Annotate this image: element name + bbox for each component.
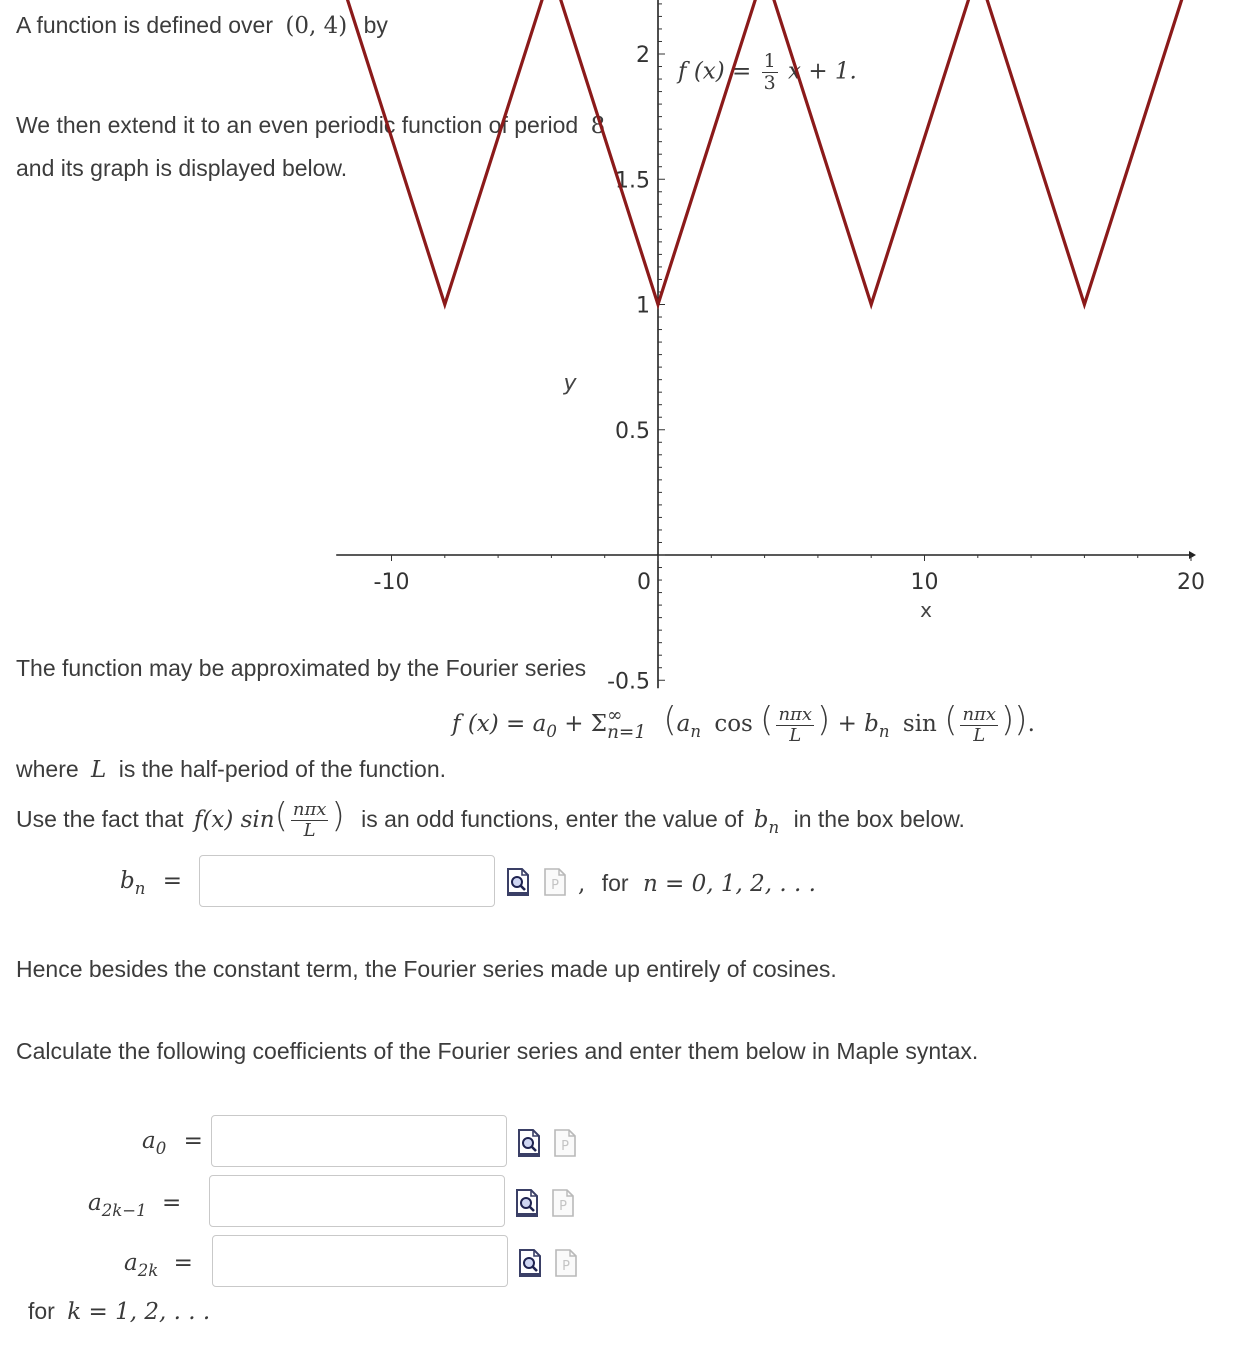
where-L: L [91,757,107,783]
fdef-fraction [762,52,778,93]
intro-text: A function is defined over [16,12,273,38]
period-text: We then extend it to an even periodic function of period [16,112,579,138]
where-line [16,756,446,783]
a2k-equals: = [173,1250,193,1276]
bn-input[interactable] [199,855,495,907]
sum-upper: ∞ [607,705,623,727]
bn-symbol-sub: n [768,817,780,837]
fdef-denominator: 3 [763,72,776,94]
x-tick-label: 10 [910,570,939,595]
fdef-lhs: f (x) = [678,58,752,85]
a2k-input[interactable] [212,1235,508,1287]
by-text: by [363,12,388,38]
svg-text:P: P [561,1139,569,1154]
q1-frac-num: nπx [292,799,327,821]
y-tick-label: 1 [636,293,650,319]
preview-icon[interactable] [506,867,530,897]
box-below-text: in the box below. [793,806,965,832]
cos-function: cos [714,711,753,737]
function-definition [678,52,857,93]
svg-text:P: P [559,1199,567,1214]
a0-input[interactable] [211,1115,507,1167]
bn-subscript: n [878,721,890,741]
a0-label-sub: 0 [155,1138,167,1158]
period-value: 8 [590,113,606,139]
chart-tick-labels [374,0,1205,694]
a0-equals: = [183,1128,203,1154]
bn-for-text: for [601,870,629,896]
odd-functions-text: is an odd functions, enter the value of [361,806,744,832]
preview-icon[interactable] [518,1248,542,1278]
a2k-1-label [88,1190,181,1220]
a2k-1-label-a: a [88,1190,102,1216]
bn-range [578,870,816,897]
a2k-1-label-sub: 2k−1 [101,1200,147,1220]
x-tick-label: 0 [637,570,651,595]
sin-function: sin [902,711,937,737]
bn-label-sub: n [134,878,146,898]
sin-fraction [960,703,998,746]
q1-frac-den: L [303,820,316,842]
hence-text: Hence besides the constant term, the Fourier series made up entirely of cosines. [16,956,837,982]
question-1-text: Use the fact that f(x) sin( $\frac{\text{nπx}}{L}$ ) is an odd functions, enter the value of $b_n$ in the box below. [16,796,965,842]
preview-icon[interactable] [515,1188,539,1218]
k-range: k = 1, 2, . . . [67,1299,211,1325]
q1-fraction [291,801,329,840]
an-subscript: n [690,721,701,741]
fx-sin: f(x) sin [193,807,275,833]
cos-frac-num: nπx [778,703,813,725]
cos-fraction [776,703,814,746]
x-tick-label: -10 [373,570,410,595]
x-tick-label: 20 [1177,570,1205,595]
n-range: n = 0, 1, 2, . . . [642,871,816,897]
function-curve [338,0,1191,305]
svg-text:P: P [562,1259,570,1274]
cos-frac-den: L [789,724,802,746]
sin-frac-num: nπx [962,703,997,725]
maple-syntax-icon[interactable] [543,867,567,897]
sum-lower: n=1 [607,722,647,743]
a2k-1-input[interactable] [209,1175,505,1227]
sum-symbol: + Σ [564,711,608,737]
a0-label [142,1128,203,1158]
formula-end: . [1027,711,1035,737]
half-period-text: is the half-period of the function. [118,756,447,782]
fdef-numerator: 1 [763,50,776,72]
bn-equals: = [162,868,182,894]
bn-label-b: b [120,868,135,894]
a0-label-a: a [142,1128,156,1154]
bn-term: + b [837,711,879,737]
calculate-text: Calculate the following coefficients of the Fourier series and enter them below in Maple syntax. [16,1038,979,1064]
fourier-series-formula: f $(x) = a_0 + \Sigma$ ∞ n=1 ($a_n$ cos ( $\frac{\text{nπx}}{L}$ ) + $b_n$ sin ( $\frac{\text{nπx}}{L}$ )). [452,700,1035,746]
y-axis-label: y [563,371,577,396]
intro-line-2 [16,112,605,139]
preview-icon[interactable] [517,1128,541,1158]
y-tick-label: 1.5 [615,168,650,194]
a2k-label [124,1250,193,1280]
bn-symbol: b [753,807,769,833]
an-term: a [676,711,691,737]
formula-lhs: f (x) = a [452,711,547,737]
maple-syntax-icon[interactable] [553,1128,577,1158]
fourier-intro: The function may be approximated by the Fourier series [16,655,587,681]
use-fact-text: Use the fact that [16,806,184,832]
k-for-text: for [28,1298,55,1324]
fdef-rest: x + 1. [788,58,857,85]
maple-syntax-icon[interactable] [551,1188,575,1218]
a0-subscript: 0 [546,721,557,741]
svg-text:P: P [551,878,559,893]
chart-ticks [392,0,1192,680]
intro-line-1 [16,12,388,39]
y-tick-label: -0.5 [607,669,650,695]
a2k-label-a: a [124,1250,138,1276]
interval: (0, 4) [285,13,348,39]
chart-axes [336,0,1196,688]
bn-comma: , [578,871,586,897]
y-tick-label: 2 [636,43,650,68]
x-axis-arrow [1189,551,1196,559]
where-text: where [16,756,79,782]
maple-syntax-icon[interactable] [554,1248,578,1278]
k-range-line [28,1298,210,1325]
sin-frac-den: L [973,724,986,746]
a2k-label-sub: 2k [137,1260,159,1280]
a2k-1-equals: = [161,1190,182,1216]
bn-label [120,868,182,898]
y-tick-label: 0.5 [615,418,650,444]
x-axis-label: x [920,598,932,622]
intro-line-3: and its graph is displayed below. [16,155,348,181]
